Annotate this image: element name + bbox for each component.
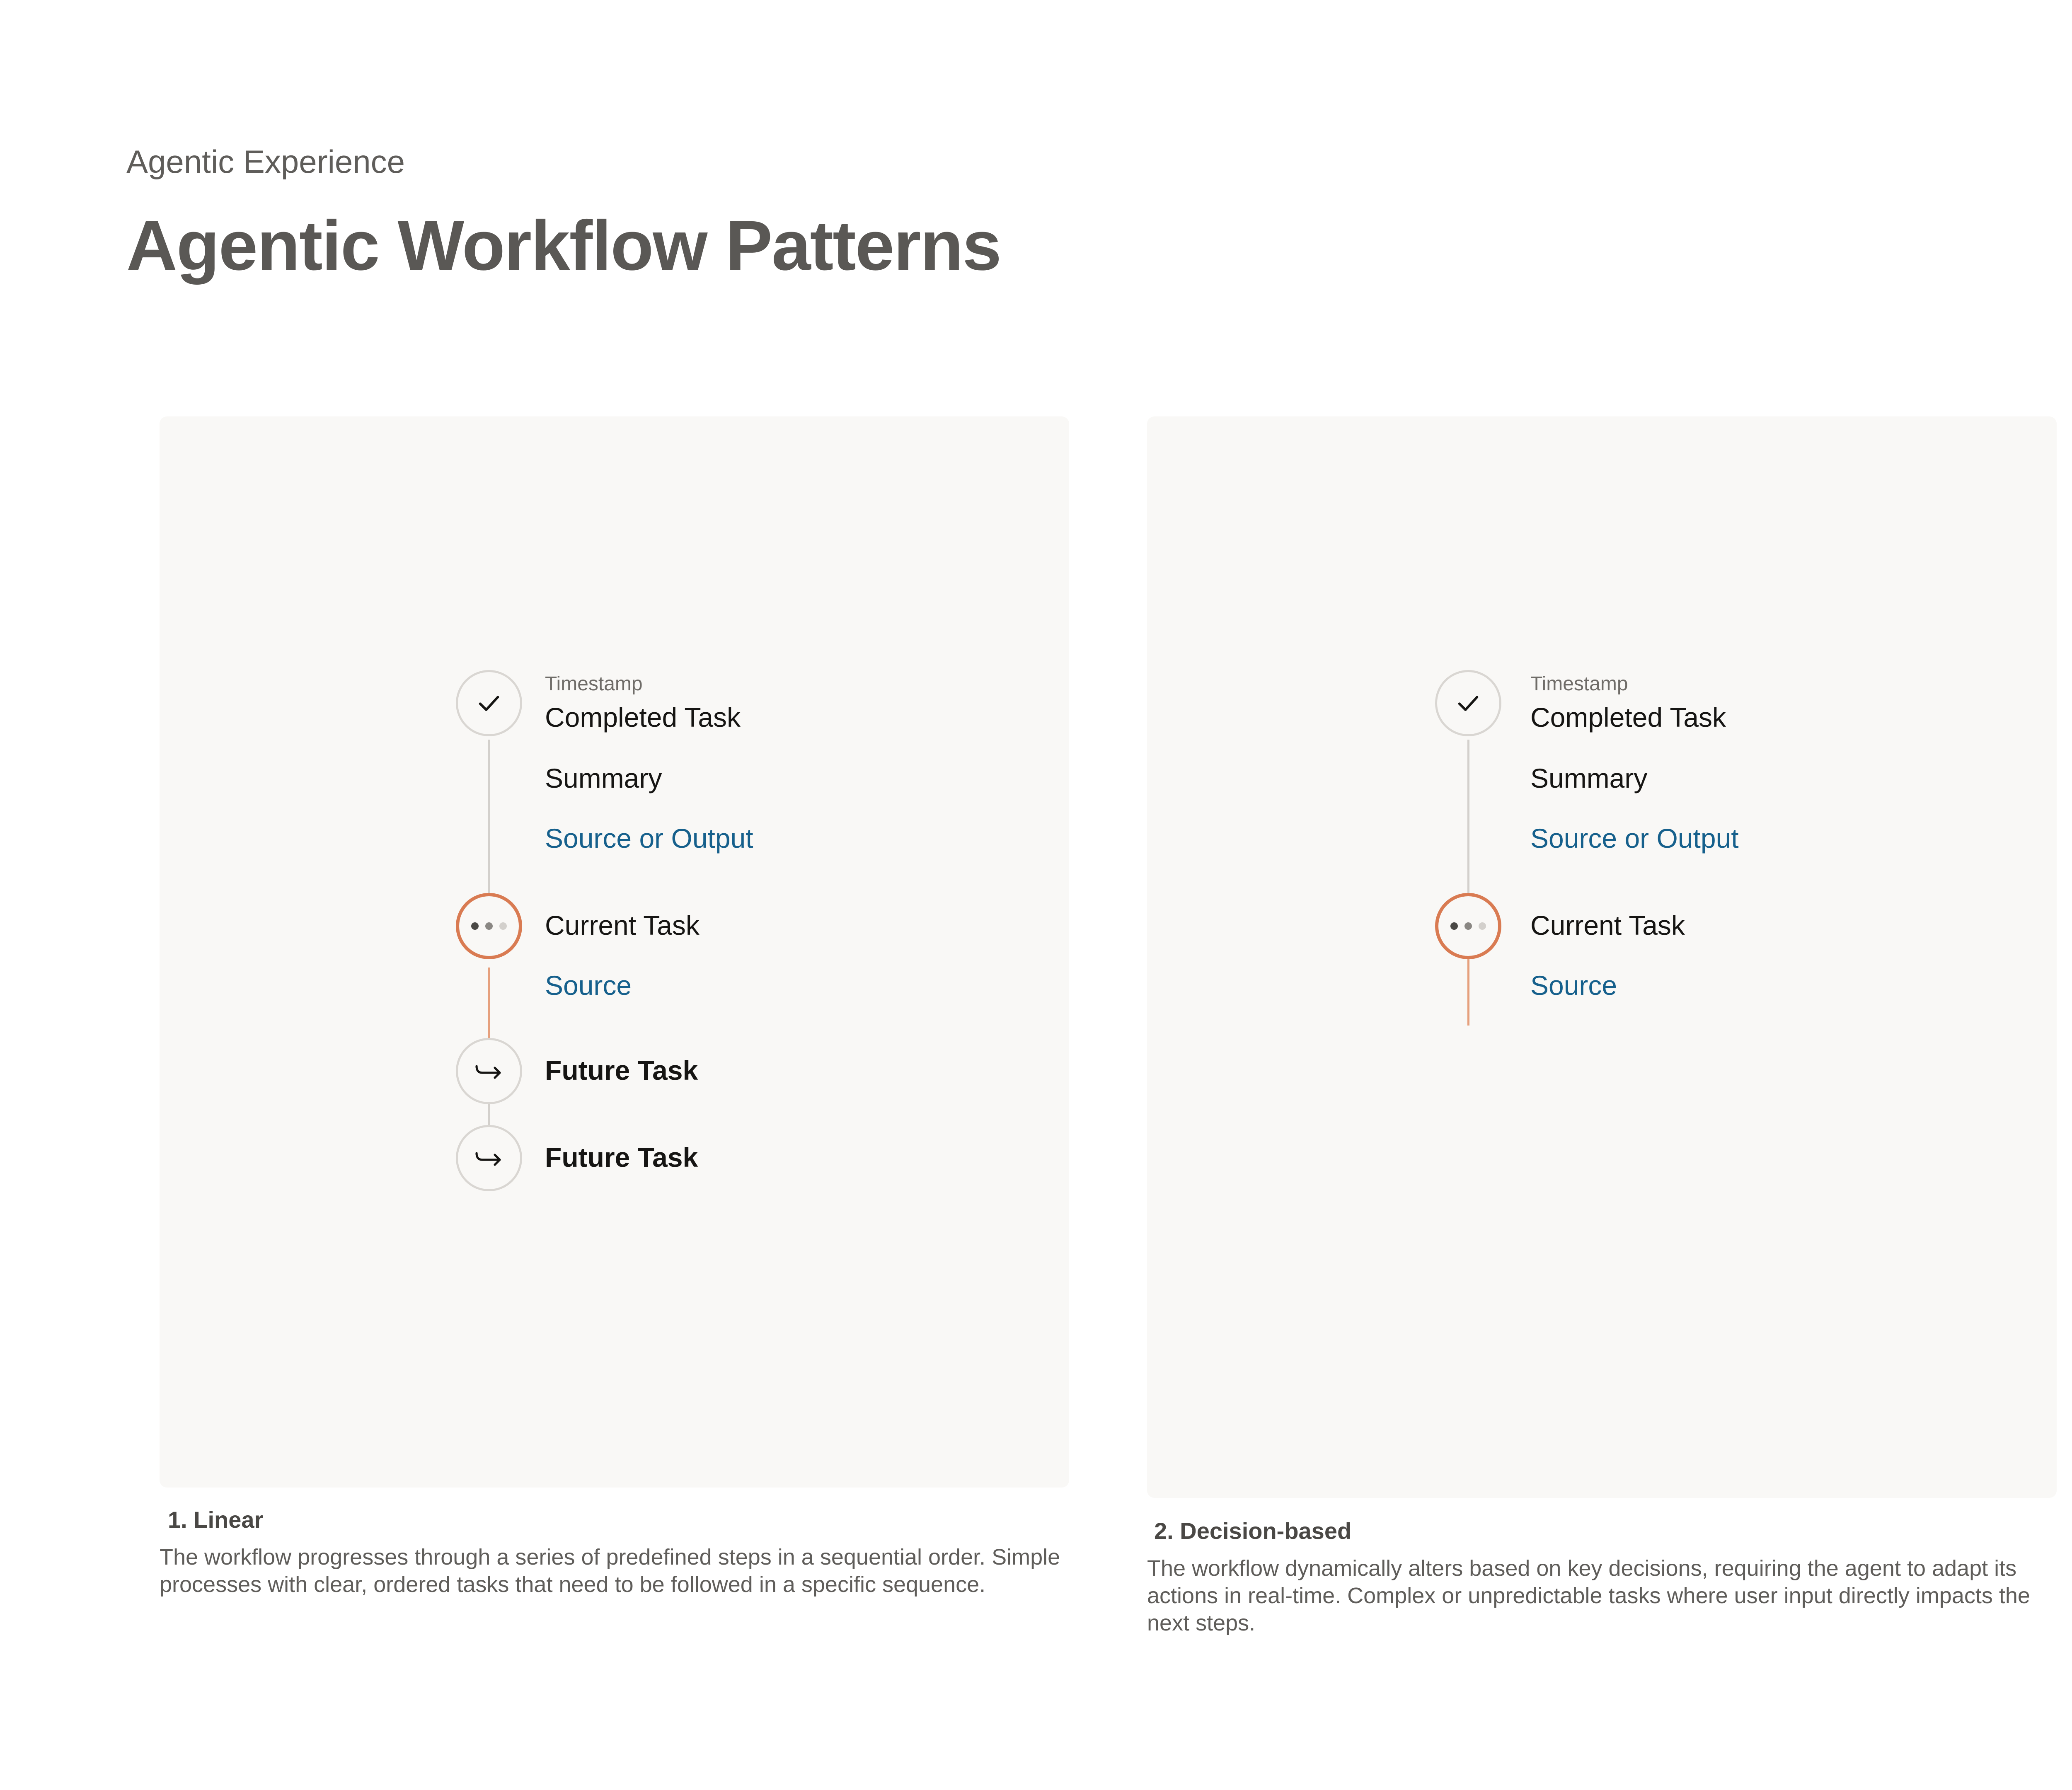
current-task-label: Current Task bbox=[545, 910, 700, 941]
linear-caption-description: The workflow progresses through a series of predefined steps in a sequential order. Simple processes with clear, ordered tasks that need to be followed in a specific sequence. bbox=[160, 1545, 1060, 1597]
connector-line bbox=[1467, 959, 1469, 1026]
future-step-node bbox=[456, 1125, 522, 1191]
arrow-right-hook-icon bbox=[474, 1148, 504, 1168]
arrow-right-hook-icon bbox=[474, 1061, 504, 1081]
summary-text: Summary bbox=[1530, 763, 1648, 793]
completed-step-node bbox=[1435, 670, 1501, 736]
source-or-output-link[interactable]: Source or Output bbox=[1530, 823, 1739, 854]
page-title: Agentic Workflow Patterns bbox=[126, 206, 1001, 285]
current-task-label: Current Task bbox=[1530, 910, 1685, 941]
checkmark-icon bbox=[1455, 690, 1481, 716]
source-link[interactable]: Source bbox=[1530, 970, 1617, 1001]
in-progress-dots-icon bbox=[469, 921, 509, 931]
decision-caption-title: 2. Decision-based bbox=[1154, 1518, 1352, 1544]
future-task-label: Future Task bbox=[545, 1055, 698, 1086]
source-or-output-link[interactable]: Source or Output bbox=[545, 823, 753, 854]
current-step-node bbox=[1435, 893, 1501, 959]
current-step-node bbox=[456, 893, 522, 959]
connector-line bbox=[488, 740, 490, 897]
connector-line bbox=[1467, 740, 1469, 897]
decision-caption-description: The workflow dynamically alters based on key decisions, requiring the agent to adapt its actions in real-time. Complex or unpredictable tasks where user input directly impacts the next steps. bbox=[1147, 1556, 2030, 1635]
in-progress-dots-icon bbox=[1448, 921, 1488, 931]
timestamp-label: Timestamp bbox=[1530, 673, 1628, 695]
timestamp-label: Timestamp bbox=[545, 673, 643, 695]
decision-based-pattern-panel bbox=[1147, 416, 2057, 1498]
future-task-label: Future Task bbox=[545, 1142, 698, 1173]
completed-task-label: Completed Task bbox=[1530, 702, 1726, 733]
completed-step-node bbox=[456, 670, 522, 736]
linear-pattern-panel bbox=[160, 416, 1069, 1488]
linear-caption-title: 1. Linear bbox=[168, 1507, 264, 1533]
summary-text: Summary bbox=[545, 763, 662, 793]
checkmark-icon bbox=[476, 690, 502, 716]
future-step-node bbox=[456, 1038, 522, 1104]
source-link[interactable]: Source bbox=[545, 970, 632, 1001]
completed-task-label: Completed Task bbox=[545, 702, 741, 733]
page-eyebrow: Agentic Experience bbox=[126, 143, 405, 180]
